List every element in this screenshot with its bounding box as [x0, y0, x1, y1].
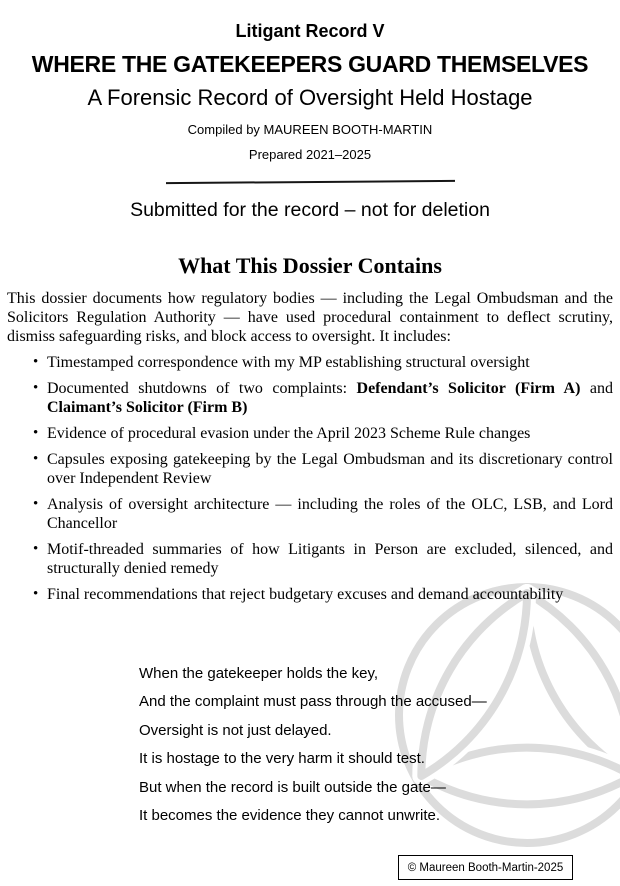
list-item-text: Analysis of oversight architecture — including the roles of the OLC, LSB, and Lord Chancellor — [47, 496, 613, 532]
list-item-text: Final recommendations that reject budgetary excuses and demand accountability — [47, 586, 564, 603]
list-item-bold-text: Defendant’s Solicitor (Firm A) — [356, 380, 581, 397]
section-heading: What This Dossier Contains — [178, 253, 442, 278]
record-note: Submitted for the record – not for deletion — [130, 199, 490, 221]
separator-line — [165, 180, 454, 184]
copyright-box — [398, 855, 573, 880]
poem-line: It is hostage to the very harm it should test. — [139, 750, 425, 768]
list-item — [7, 353, 613, 372]
list-item — [7, 424, 613, 443]
list-item — [7, 540, 613, 578]
list-item-text: and — [580, 380, 614, 397]
prepared-dates-line: Prepared 2021–2025 — [248, 147, 372, 162]
poem — [139, 666, 487, 836]
poem-line: It becomes the evidence they cannot unwrite. — [139, 806, 441, 824]
poem-line: But when the record is built outside the gate— — [139, 778, 446, 796]
compiled-by-line: Compiled by MAUREEN BOOTH-MARTIN — [187, 122, 433, 137]
list-item — [7, 450, 613, 488]
list-item-text: Documented shutdowns of two complaints: — [47, 380, 357, 397]
list-item-text: Timestamped correspondence with my MP establishing structural oversight — [47, 354, 530, 371]
poem-line: And the complaint must pass through the accused— — [139, 693, 487, 711]
contents-list — [7, 353, 613, 604]
list-item — [7, 585, 613, 604]
masthead — [0, 0, 620, 221]
list-item-text: Capsules exposing gatekeeping by the Legal Ombudsman and its discretionary control over Independent Review — [47, 451, 613, 487]
poem-line: Oversight is not just delayed. — [139, 721, 332, 739]
poem-line: When the gatekeeper holds the key, — [139, 665, 379, 682]
main-title: WHERE THE GATEKEEPERS GUARD THEMSELVES — [31, 51, 589, 77]
list-item-text: Evidence of procedural evasion under the April 2023 Scheme Rule changes — [47, 425, 531, 442]
list-item-bold-text: Claimant’s Solicitor (Firm B) — [47, 399, 248, 416]
copyright-text: © Maureen Booth-Martin-2025 — [407, 861, 564, 874]
list-item — [7, 495, 613, 533]
list-item — [7, 379, 613, 417]
list-item-text: Motif-threaded summaries of how Litigants in Person are excluded, silenced, and structurally denied remedy — [47, 541, 613, 577]
subtitle: A Forensic Record of Oversight Held Hostage — [87, 85, 533, 110]
dossier-contents-section — [7, 253, 613, 604]
intro-paragraph: This dossier documents how regulatory bodies — including the Legal Ombudsman and the Solicitors Regulation Authority — have used procedural containment to deflect scrutiny, dismiss safeguarding risks, and block access to oversight. It includes: — [7, 290, 613, 345]
series-title: Litigant Record V — [235, 21, 385, 41]
